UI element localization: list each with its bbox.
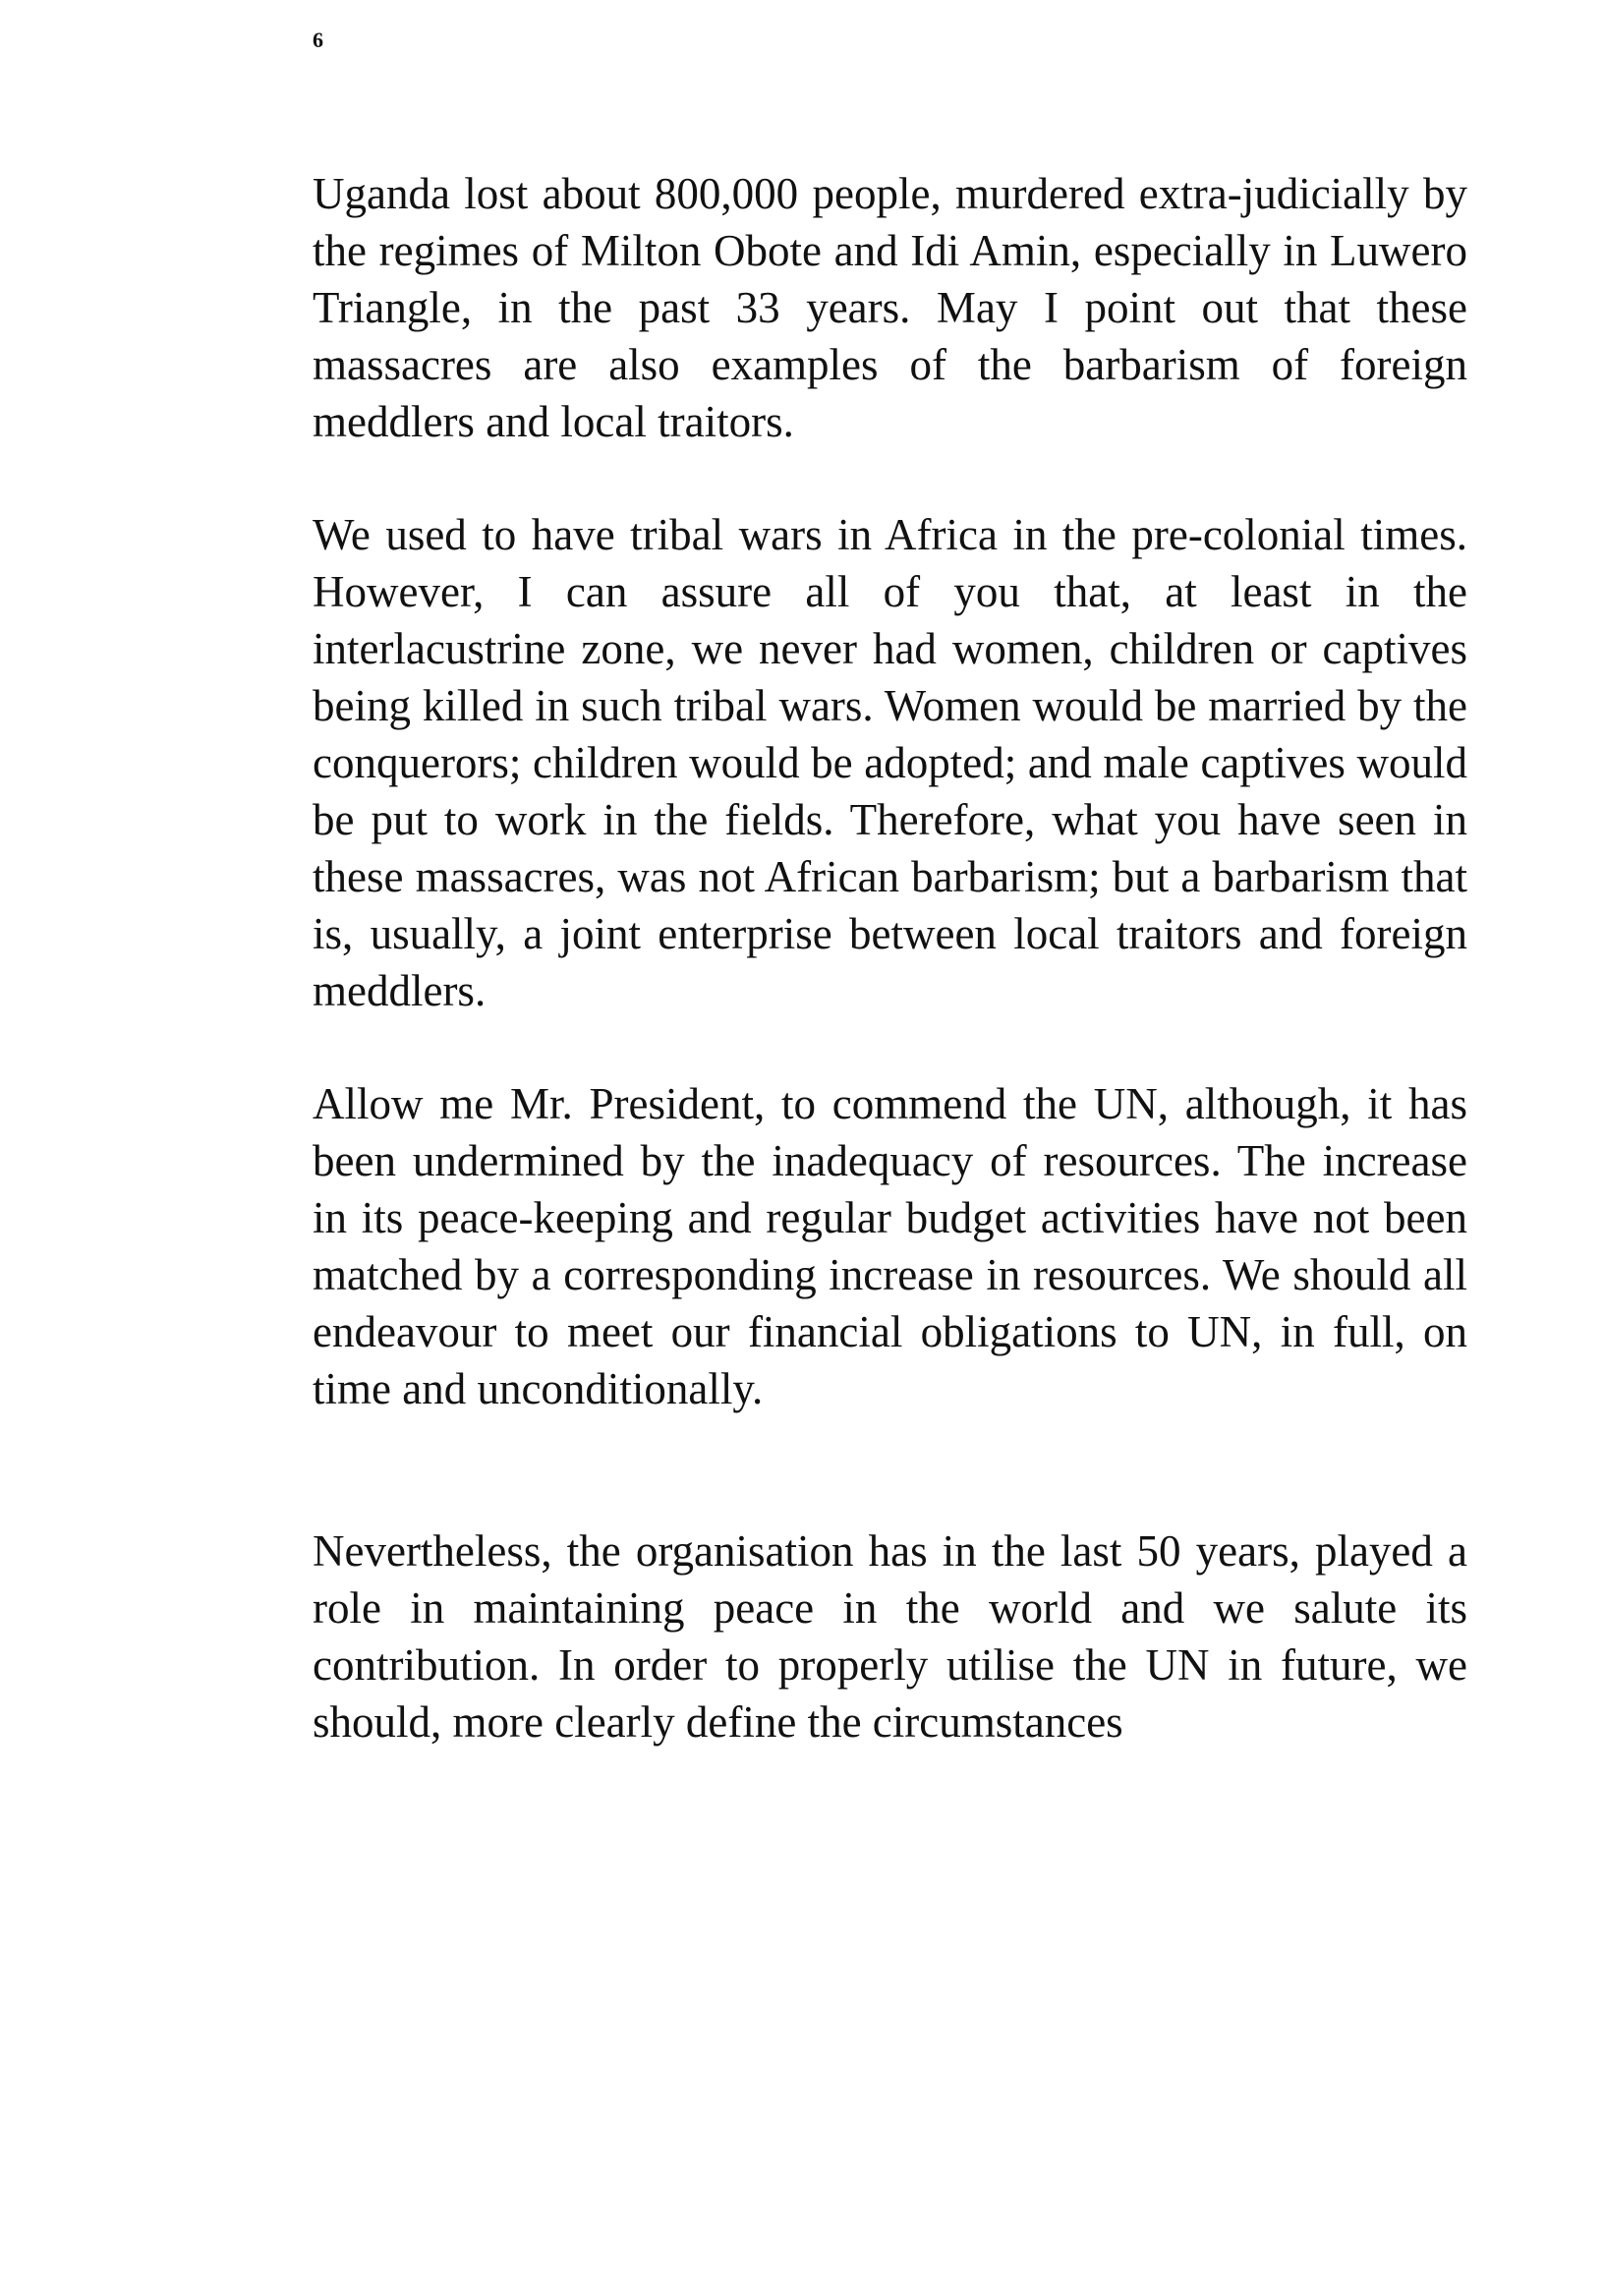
page-number: 6: [313, 28, 323, 52]
paragraph-4: Nevertheless, the organisation has in the last 50 years, played a role in maintaining peace in the world and we salute its contribution. In order to properly utilise the UN in future, we should, more clearly define the circumstances: [313, 1526, 1467, 1747]
document-body: [313, 165, 1467, 1807]
paragraph-1: Uganda lost about 800,000 people, murdered extra-judicially by the regimes of Milton Obote and Idi Amin, especially in Luwero Triangle, in the past 33 years. May I point out that these massacres are also examples of the barbarism of foreign meddlers and local traitors.: [313, 169, 1467, 446]
paragraph-3: Allow me Mr. President, to commend the UN, although, it has been undermined by the inadequacy of resources. The increase in its peace-keeping and regular budget activities have not been matched by a corresponding increase in resources. We should all endeavour to meet our financial obligations to UN, in full, on time and unconditionally.: [313, 1079, 1467, 1413]
paragraph-2: We used to have tribal wars in Africa in the pre-colonial times. However, I can assure all of you that, at least in the interlacustrine zone, we never had women, children or captives being killed in such tribal wars. Women would be married by the conquerors; children would be adopted; and male captives would be put to work in the fields. Therefore, what you have seen in these massacres, was not African barbarism; but a barbarism that is, usually, a joint enterprise between local traitors and foreign meddlers.: [313, 510, 1467, 1015]
